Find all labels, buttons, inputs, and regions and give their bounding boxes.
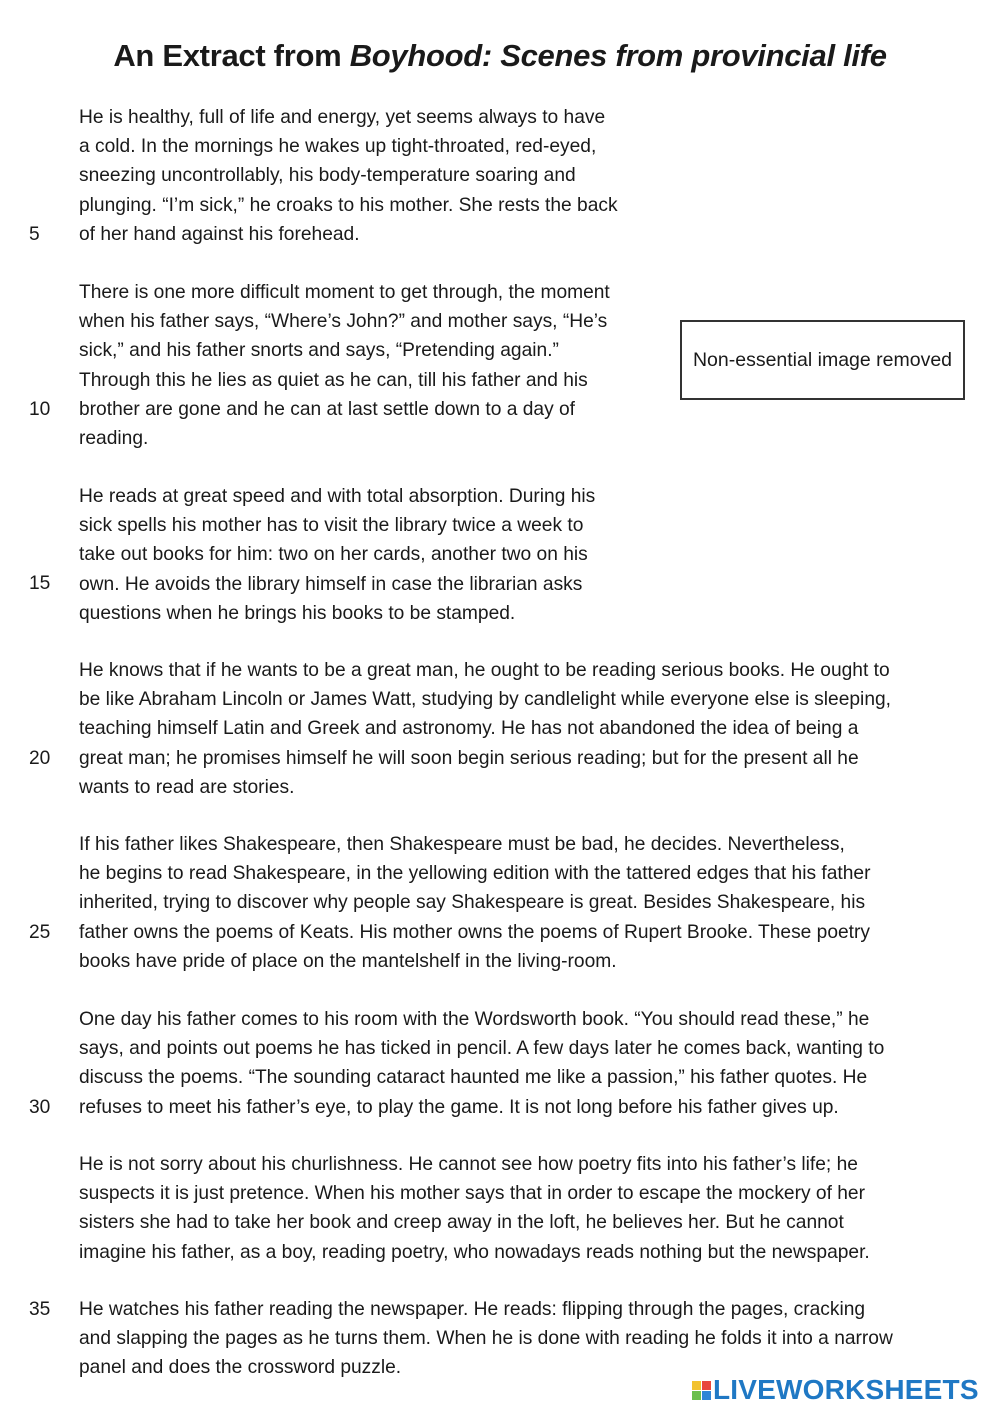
paragraph-3 <box>79 482 595 628</box>
text-line: great man; he promises himself he will soon begin serious reading; but for the present all he <box>79 747 859 769</box>
text-line: He knows that if he wants to be a great man, he ought to be reading serious books. He ought to <box>79 660 890 681</box>
title-book-name: Boyhood: Scenes from provincial life <box>349 38 887 73</box>
text-line: he begins to read Shakespeare, in the yellowing edition with the tattered edges that his father <box>79 863 871 885</box>
line-number: 20 <box>29 748 51 769</box>
text-line: sisters she had to take her book and creep away in the loft, he believes her. But he cannot <box>79 1212 844 1234</box>
text-line: books have pride of place on the mantelshelf in the living-room. <box>79 950 617 972</box>
text-line: If his father likes Shakespeare, then Shakespeare must be bad, he decides. Nevertheless, <box>79 834 845 855</box>
liveworksheets-text: LIVEWORKSHEETS <box>713 1374 979 1405</box>
paragraph-7 <box>79 1150 870 1267</box>
text-line: reading. <box>79 428 149 450</box>
text-line: says, and points out poems he has ticked in pencil. A few days later he comes back, wanting to <box>79 1038 885 1060</box>
text-line: a cold. In the mornings he wakes up tight-throated, red-eyed, <box>79 136 597 158</box>
paragraph-1 <box>79 103 618 249</box>
text-line: imagine his father, as a boy, reading poetry, who nowadays reads nothing but the newspaper. <box>79 1241 870 1263</box>
logo-square <box>692 1391 701 1400</box>
paragraph-8 <box>79 1295 893 1383</box>
text-line: sneezing uncontrollably, his body-temperature soaring and <box>79 165 576 187</box>
text-line: sick spells his mother has to visit the library twice a week to <box>79 515 584 537</box>
text-line: of her hand against his forehead. <box>79 223 360 245</box>
text-line: inherited, trying to discover why people say Shakespeare is great. Besides Shakespeare, his <box>79 892 866 914</box>
line-number: 25 <box>29 922 51 943</box>
text-line: questions when he brings his books to be stamped. <box>79 602 516 624</box>
text-line: refuses to meet his father’s eye, to play the game. It is not long before his father gives up. <box>79 1096 839 1118</box>
text-line: He reads at great speed and with total absorption. During his <box>79 486 596 507</box>
image-placeholder-box <box>680 320 965 400</box>
liveworksheets-logo-icon <box>692 1381 711 1400</box>
text-line: take out books for him: two on her cards, another two on his <box>79 544 588 566</box>
line-number: 35 <box>29 1299 51 1320</box>
text-line: He is not sorry about his churlishness. He cannot see how poetry fits into his father’s life; he <box>79 1154 858 1175</box>
line-number: 30 <box>29 1097 51 1118</box>
image-placeholder-text: Non-essential image removed <box>692 348 953 371</box>
text-line: sick,” and his father snorts and says, “Pretending again.” <box>79 340 559 362</box>
text-line: There is one more difficult moment to get through, the moment <box>79 282 610 303</box>
logo-square <box>702 1391 711 1400</box>
text-line: panel and does the crossword puzzle. <box>79 1357 402 1379</box>
logo-square <box>702 1381 711 1390</box>
liveworksheets-watermark <box>692 1373 979 1407</box>
text-line: when his father says, “Where’s John?” and mother says, “He’s <box>79 311 608 333</box>
text-line: teaching himself Latin and Greek and astronomy. He has not abandoned the idea of being a <box>79 718 859 740</box>
line-number: 5 <box>29 224 40 245</box>
text-line: wants to read are stories. <box>79 776 295 798</box>
document-title <box>0 36 1000 76</box>
text-line: plunging. “I’m sick,” he croaks to his mother. She rests the back <box>79 194 618 216</box>
text-line: brother are gone and he can at last settle down to a day of <box>79 398 576 420</box>
text-line: One day his father comes to his room with the Wordsworth book. “You should read these,” he <box>79 1009 870 1030</box>
paragraph-5 <box>79 830 870 976</box>
text-line: suspects it is just pretence. When his mother says that in order to escape the mockery of her <box>79 1183 865 1205</box>
line-number: 10 <box>29 399 51 420</box>
text-line: He watches his father reading the newspaper. He reads: flipping through the pages, cracking <box>79 1299 866 1320</box>
line-number: 15 <box>29 573 51 594</box>
logo-square <box>692 1381 701 1390</box>
text-line: be like Abraham Lincoln or James Watt, studying by candlelight while everyone else is sleeping, <box>79 689 891 711</box>
text-line: and slapping the pages as he turns them. When he is done with reading he folds it into a narrow <box>79 1328 893 1350</box>
paragraph-2 <box>79 278 610 453</box>
text-line: discuss the poems. “The sounding cataract haunted me like a passion,” his father quotes. He <box>79 1067 868 1089</box>
paragraph-4 <box>79 656 891 802</box>
title-prefix: An Extract from <box>113 38 350 73</box>
paragraph-6 <box>79 1005 884 1122</box>
text-line: Through this he lies as quiet as he can, till his father and his <box>79 369 588 391</box>
text-line: own. He avoids the library himself in case the librarian asks <box>79 573 583 595</box>
text-line: father owns the poems of Keats. His mother owns the poems of Rupert Brooke. These poetry <box>79 921 870 943</box>
text-line: He is healthy, full of life and energy, yet seems always to have <box>79 107 606 128</box>
